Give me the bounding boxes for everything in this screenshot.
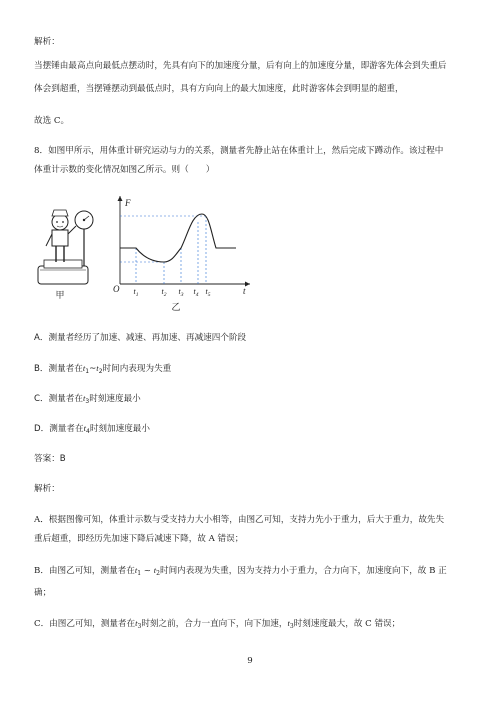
explain-b-line1: B．由图乙可知，测量者在$t_1$ ~ $t_2$时间内表现为失重，因为支持力小于重力，合力向下，加速度向下，故 B 正 xyxy=(34,565,447,577)
x-axis-label: t xyxy=(243,286,246,296)
tick-t3: $t_3$ xyxy=(178,287,184,298)
option-d: D．测量者在$t_4$时刻加速度最小 xyxy=(34,423,150,435)
analysis-heading: 解析： xyxy=(34,37,60,47)
tick-t1: $t_1$ xyxy=(133,287,139,298)
explain-c-line: C．由图乙可知，测量者在$t_3$时刻之前，合力一直向下，向下加速，$t_3$时刻速度最大，故 C 错误； xyxy=(34,618,401,630)
option-b: B．测量者在$t_1\sim t_2$时间内表现为失重 xyxy=(34,363,172,375)
page-number: 9 xyxy=(247,656,253,666)
figure-label-yi: 乙 xyxy=(171,303,181,313)
question-number: 8． xyxy=(34,146,49,156)
paragraph-line: 当摆锤由最高点向最低点摆动时，先具有向下的加速度分量，后有向上的加速度分量，即游客先体会到失重后 xyxy=(34,61,447,71)
analysis-heading: 解析： xyxy=(34,484,60,494)
question-figure xyxy=(36,192,266,320)
tick-t4: $t_4$ xyxy=(193,287,199,298)
explain-b-line2: 确； xyxy=(34,588,52,598)
option-a: A．测量者经历了加速、减速、再加速、再减速四个阶段 xyxy=(34,333,247,343)
tick-t5: $t_5$ xyxy=(205,287,211,298)
explain-a-line2: 重后超重，即经历先加速下降后减速下降，故 A 错误； xyxy=(34,534,244,544)
option-c: C．测量者在$t_3$时刻速度最小 xyxy=(34,393,141,405)
figure-yi-graph xyxy=(113,196,250,313)
figure-jia xyxy=(38,210,93,301)
answer-line: 答案：B xyxy=(34,454,66,464)
y-axis-label: F xyxy=(125,198,131,208)
question-8-line2: 体重计示数的变化情况如图乙所示。则（ ） xyxy=(34,165,215,175)
choice-c-line: 故选 C。 xyxy=(34,116,70,126)
question-8-line1 xyxy=(34,145,466,157)
question-text: 如图甲所示，用体重计研究运动与力的关系，测量者先静止站在体重计上，然后完成下蹲动作。该过程中 xyxy=(48,146,444,156)
figure-label-jia: 甲 xyxy=(55,291,65,301)
paragraph-line: 体会到超重，当摆锤摆动到最低点时，具有方向向上的最大加速度，此时游客体会到明显的超重， xyxy=(34,84,404,94)
force-curve xyxy=(120,214,236,262)
origin-label: O xyxy=(113,284,120,294)
explain-a-line1: A．根据图像可知，体重计示数与受支持力大小相等，由图乙可知，支持力先小于重力，后大于重力，故先失 xyxy=(34,515,445,525)
tick-t2: $t_2$ xyxy=(161,287,167,298)
